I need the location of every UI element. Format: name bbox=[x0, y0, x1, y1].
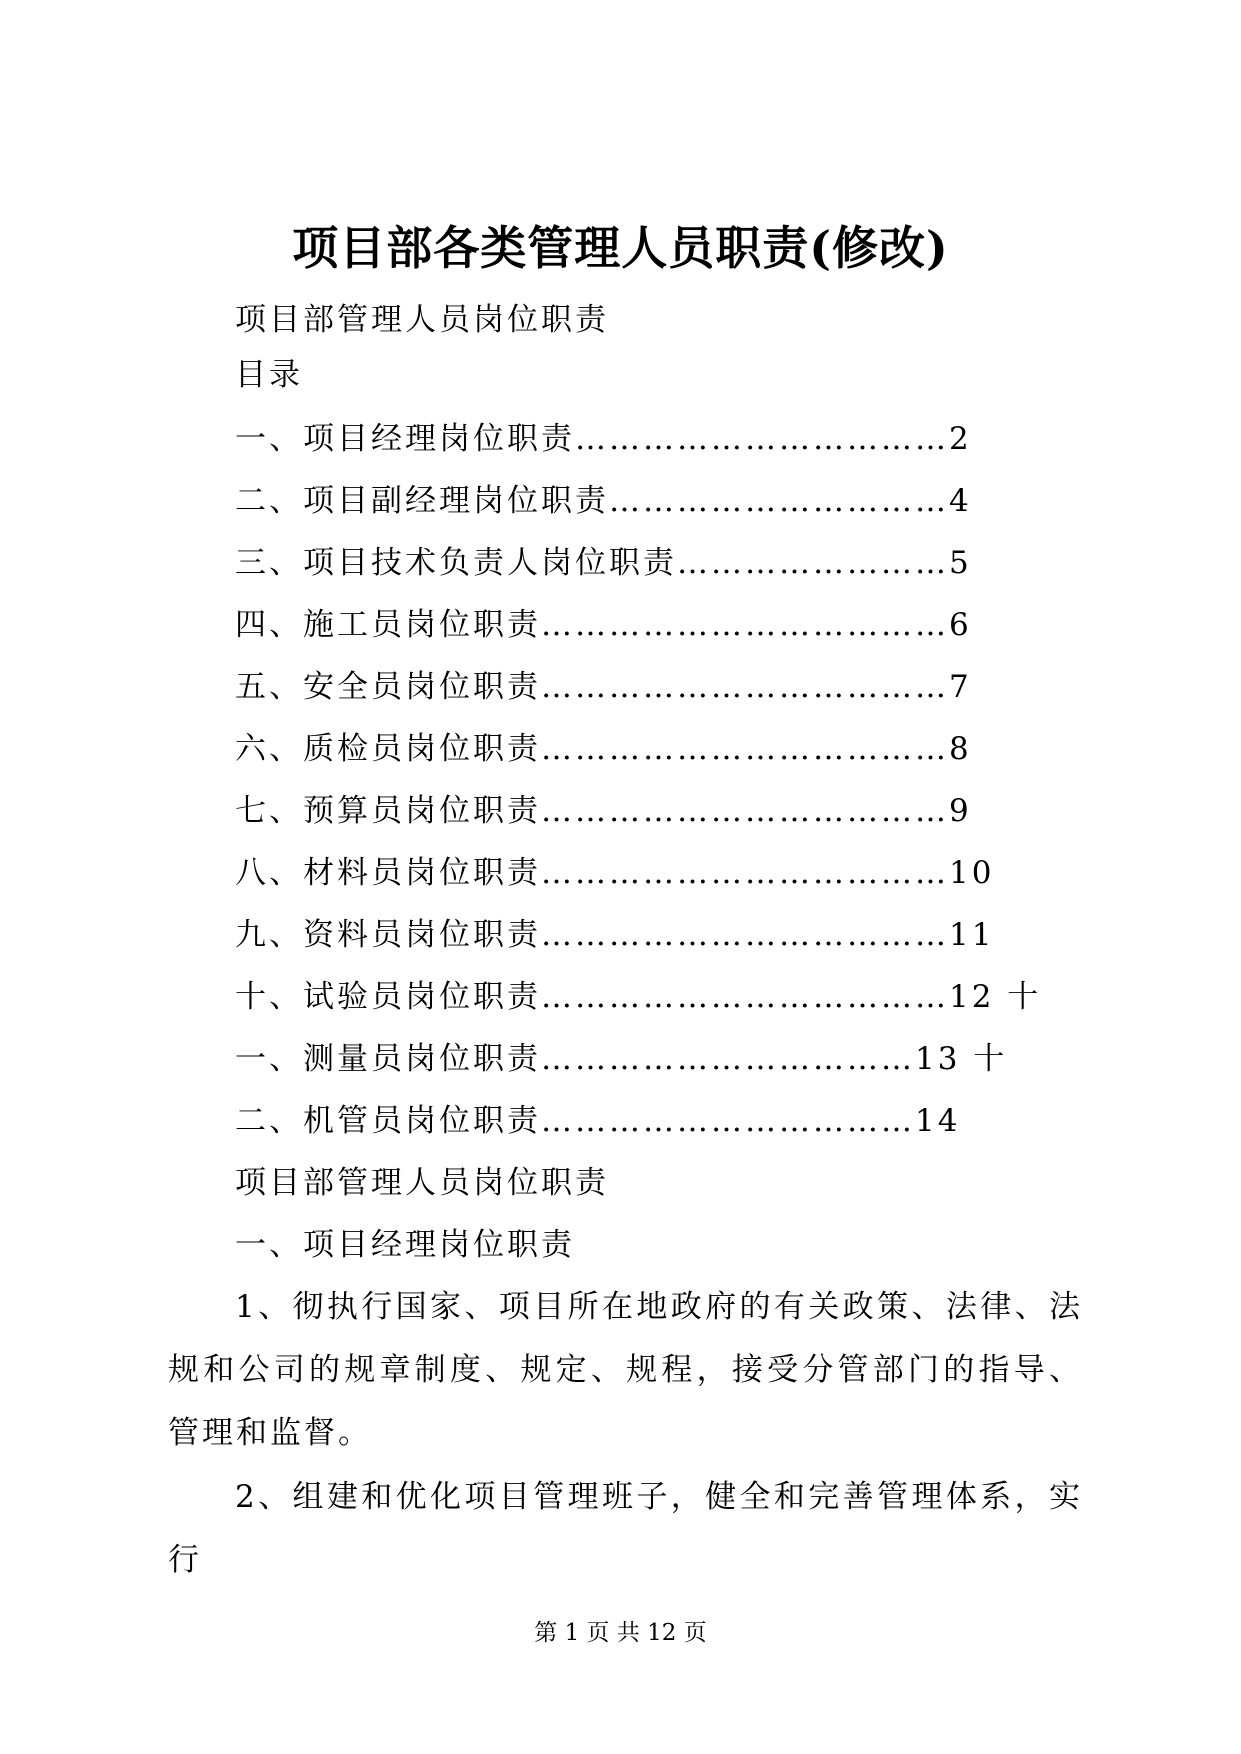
document-title: 项目部各类管理人员职责(修改) bbox=[292, 221, 949, 275]
toc-item: 十、试验员岗位职责………………………………12 十 bbox=[235, 979, 1042, 1015]
section-heading: 项目部管理人员岗位职责 bbox=[235, 1165, 609, 1201]
subtitle: 项目部管理人员岗位职责 bbox=[235, 302, 609, 338]
section-title: 一、项目经理岗位职责 bbox=[235, 1227, 575, 1263]
page-footer: 第 1 页 共 12 页 bbox=[534, 1620, 707, 1646]
toc-item: 二、项目副经理岗位职责…………………………4 bbox=[235, 483, 972, 519]
toc-item: 四、施工员岗位职责………………………………6 bbox=[235, 607, 972, 643]
toc-item: 二、机管员岗位职责……………………………14 bbox=[235, 1103, 961, 1139]
body-paragraph: 2、组建和优化项目管理班子，健全和完善管理体系，实行 bbox=[168, 1479, 1083, 1578]
toc-item: 三、项目技术负责人岗位职责……………………5 bbox=[235, 545, 972, 581]
toc-item: 八、材料员岗位职责………………………………10 bbox=[235, 855, 995, 891]
toc-heading: 目录 bbox=[235, 357, 303, 393]
toc-item: 七、预算员岗位职责………………………………9 bbox=[235, 793, 972, 829]
toc-item: 一、测量员岗位职责……………………………13 十 bbox=[235, 1041, 1008, 1077]
toc-item: 九、资料员岗位职责………………………………11 bbox=[235, 917, 995, 953]
toc-item: 五、安全员岗位职责………………………………7 bbox=[235, 669, 972, 705]
body-paragraph: 1、彻执行国家、项目所在地政府的有关政策、法律、法规和公司的规章制度、规定、规程，接受分管部门的指导、管理和监督。 bbox=[168, 1289, 1083, 1451]
toc-item: 六、质检员岗位职责………………………………8 bbox=[235, 731, 972, 767]
toc-item: 一、项目经理岗位职责……………………………2 bbox=[235, 421, 972, 457]
